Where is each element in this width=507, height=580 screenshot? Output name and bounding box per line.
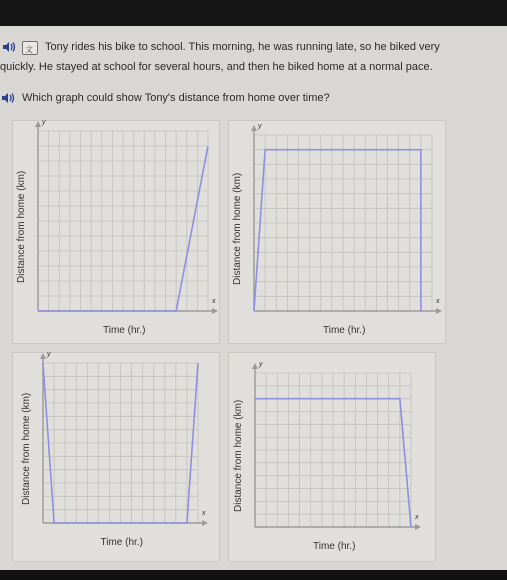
question-text-line-2: quickly. He stayed at school for several hours, and then he biked home at a normal pace. [0,61,433,73]
y-axis-letter: y [258,123,262,130]
question-prompt: Which graph could show Tony's distance from home over time? [22,92,330,104]
question-text-line-1: Tony rides his bike to school. This morning, he was running late, so he biked very [45,41,440,53]
graph-canvas [229,353,435,561]
x-axis-arrow [436,308,442,314]
x-axis-label: Time (hr.) [103,325,146,336]
graph-canvas [229,121,445,343]
y-axis-letter: y [259,361,263,368]
y-axis-label: Distance from home (km) [16,170,27,283]
graph-canvas [13,353,219,561]
x-axis-letter: x [202,510,206,517]
y-axis-label: Distance from home (km) [233,399,244,512]
y-axis-letter: y [42,119,46,126]
svg-text:文: 文 [25,45,33,54]
answer-choice-2[interactable] [228,120,446,344]
translate-icon[interactable] [22,41,38,55]
y-axis-arrow [40,353,46,359]
x-axis-arrow [202,520,208,526]
audio-speaker-icon[interactable] [2,41,16,53]
x-axis-arrow [212,308,218,314]
distance-time-line [254,150,421,311]
screen-bezel [0,570,507,580]
x-axis-letter: x [415,514,419,521]
x-axis-letter: x [212,298,216,305]
y-axis-letter: y [47,351,51,358]
y-axis-arrow [252,363,258,369]
y-axis-label: Distance from home (km) [21,392,32,505]
question-screen [0,26,507,570]
x-axis-label: Time (hr.) [100,537,143,548]
graph-canvas [13,121,219,343]
x-axis-label: Time (hr.) [313,541,356,552]
x-axis-arrow [415,524,421,530]
y-axis-label: Distance from home (km) [232,172,243,285]
answer-choice-4[interactable] [228,352,436,562]
prompt-speaker-icon[interactable] [1,92,15,104]
answer-choice-3[interactable] [12,352,220,562]
translate-glyph-icon [23,43,37,55]
answer-choice-1[interactable] [12,120,220,344]
y-axis-arrow [251,125,257,131]
x-axis-label: Time (hr.) [323,325,366,336]
x-axis-letter: x [436,298,440,305]
y-axis-arrow [35,121,41,127]
